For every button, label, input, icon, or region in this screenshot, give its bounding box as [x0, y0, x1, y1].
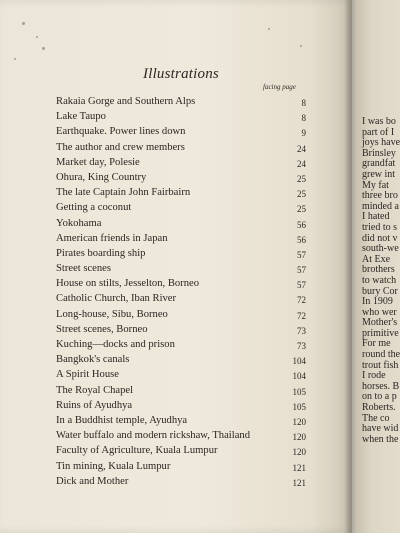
- illustration-page-number: 120: [292, 447, 306, 458]
- illustration-page-number: 8: [301, 98, 306, 108]
- illustration-caption: Tin mining, Kuala Lumpur: [56, 460, 171, 472]
- illustration-entry: [56, 338, 306, 353]
- illustration-caption: Getting a coconut: [56, 202, 132, 214]
- illustration-page-number: 104: [292, 371, 306, 382]
- illustrations-list: [56, 95, 306, 490]
- illustration-caption: In a Buddhist temple, Ayudhya: [56, 414, 188, 426]
- facing-page-line: horses. B: [362, 380, 400, 392]
- facing-page-line: to watch: [362, 274, 397, 286]
- facing-page-line: Mother's: [362, 317, 398, 329]
- illustration-entry: [56, 95, 306, 110]
- illustration-caption: Bangkok's canals: [56, 354, 130, 366]
- illustration-caption: Street scenes, Borneo: [56, 323, 148, 335]
- illustration-entry: [56, 292, 306, 307]
- illustration-caption: The late Captain John Fairbairn: [56, 187, 191, 199]
- illustration-page-number: 57: [297, 249, 306, 260]
- facing-page-line: For me: [362, 338, 391, 350]
- illustration-entry: [56, 368, 306, 383]
- facing-page-line: In 1909: [362, 296, 393, 308]
- facing-page-line: grew int: [362, 168, 396, 180]
- illustration-page-number: 25: [297, 189, 306, 200]
- paper-speck: [36, 36, 38, 38]
- illustration-page-number: 73: [297, 341, 306, 351]
- illustration-caption: The author and crew members: [56, 141, 185, 153]
- illustration-caption: Water buffalo and modern rickshaw, Thailand: [56, 430, 250, 442]
- illustration-page-number: 105: [292, 386, 306, 397]
- illustration-caption: Rakaia Gorge and Southern Alps: [56, 96, 196, 107]
- illustration-page-number: 121: [292, 462, 306, 473]
- illustration-page-number: 56: [297, 219, 306, 230]
- illustration-entry: [56, 247, 306, 262]
- illustration-entry: [56, 475, 306, 490]
- illustration-caption: Ohura, King Country: [56, 171, 147, 183]
- illustration-entry: [56, 125, 306, 140]
- illustration-entry: [56, 460, 306, 475]
- facing-page-line: The co: [362, 412, 390, 424]
- illustration-entry: [56, 232, 306, 247]
- facing-page-line: trout fish: [362, 359, 399, 371]
- facing-page-line: have wid: [362, 423, 399, 435]
- illustration-caption: Earthquake. Power lines down: [56, 126, 186, 138]
- facing-page-line: I rode: [362, 370, 386, 382]
- illustration-page-number: 57: [297, 265, 306, 276]
- facing-page-line: Roberts.: [362, 402, 396, 414]
- illustration-page-number: 9: [301, 128, 306, 139]
- page-title: Illustrations: [143, 66, 219, 82]
- illustration-caption: Kuching—docks and prison: [56, 339, 175, 350]
- illustration-caption: House on stilts, Jesselton, Borneo: [56, 278, 200, 290]
- facing-page-line: At Exe: [362, 253, 391, 265]
- illustration-caption: Ruins of Ayudhya: [56, 399, 133, 411]
- illustration-caption: Market day, Polesie: [56, 156, 140, 168]
- illustration-page-number: 57: [297, 280, 306, 291]
- facing-page-line: who wer: [362, 306, 397, 318]
- illustration-entry: [56, 308, 306, 323]
- facing-page-line: I hated: [362, 211, 390, 223]
- facing-page-line: My fat: [362, 179, 389, 191]
- facing-page-line: Brinsley: [362, 147, 396, 159]
- illustration-entry: [56, 353, 306, 368]
- right-page: [356, 0, 400, 533]
- facing-page-line: when the: [362, 433, 399, 445]
- illustration-entry: [56, 414, 306, 429]
- illustration-entry: [56, 201, 306, 216]
- facing-page-line: minded a: [362, 200, 399, 212]
- facing-page-line: primitive: [362, 327, 399, 339]
- facing-page-line: bury Cor: [362, 285, 398, 297]
- illustration-caption: Catholic Church, Iban River: [56, 293, 177, 305]
- illustration-entry: [56, 444, 306, 459]
- illustration-page-number: 25: [297, 204, 306, 215]
- illustration-page-number: 56: [297, 234, 306, 245]
- paper-speck: [42, 47, 45, 50]
- illustration-page-number: 105: [292, 401, 306, 412]
- illustration-entry: [56, 186, 306, 201]
- facing-page-line: I was bo: [362, 116, 396, 127]
- facing-page-line: on to a p: [362, 391, 397, 403]
- facing-page-line: tried to s: [362, 221, 397, 233]
- facing-page-line: joys have: [362, 137, 400, 149]
- illustration-entry: [56, 262, 306, 277]
- paper-speck: [300, 45, 302, 47]
- illustration-caption: Pirates boarding ship: [56, 247, 146, 259]
- illustration-page-number: 120: [292, 416, 306, 427]
- illustration-caption: Lake Taupo: [56, 111, 106, 123]
- illustration-page-number: 72: [297, 295, 306, 306]
- illustration-page-number: 73: [297, 325, 306, 336]
- facing-page-line: south-we: [362, 243, 399, 255]
- illustration-page-number: 24: [297, 158, 306, 169]
- illustration-caption: Long-house, Sibu, Borneo: [56, 308, 168, 320]
- illustration-caption: Dick and Mother: [56, 475, 129, 487]
- facing-page-line: brothers: [362, 264, 395, 276]
- illustration-entry: [56, 399, 306, 414]
- illustration-caption: Yokohama: [56, 217, 102, 229]
- facing-page-header: facing page: [263, 83, 296, 91]
- illustration-page-number: 8: [301, 113, 306, 124]
- illustration-page-number: 121: [292, 477, 306, 488]
- facing-page-line: grandfat: [362, 158, 396, 170]
- facing-page-text: [362, 117, 400, 445]
- facing-page-line: round the: [362, 349, 400, 361]
- facing-page-line: three bro: [362, 190, 398, 202]
- paper-speck: [22, 22, 25, 25]
- illustration-page-number: 25: [297, 173, 306, 184]
- illustration-caption: A Spirit House: [56, 369, 119, 381]
- illustration-entry: [56, 323, 306, 338]
- paper-speck: [14, 58, 16, 60]
- illustration-entry: [56, 429, 306, 444]
- illustration-entry: [56, 110, 306, 125]
- illustration-caption: Faculty of Agriculture, Kuala Lumpur: [56, 445, 218, 457]
- illustration-page-number: 72: [297, 310, 306, 321]
- illustration-caption: American friends in Japan: [56, 232, 168, 244]
- illustration-entry: [56, 156, 306, 171]
- illustration-entry: [56, 277, 306, 292]
- illustration-caption: Street scenes: [56, 263, 112, 275]
- illustration-caption: The Royal Chapel: [56, 384, 134, 396]
- illustration-entry: [56, 171, 306, 186]
- paper-speck: [268, 28, 270, 30]
- illustration-entry: [56, 217, 306, 232]
- illustration-page-number: 120: [292, 432, 306, 443]
- illustration-page-number: 24: [297, 143, 306, 154]
- facing-page-line: did not v: [362, 232, 398, 244]
- illustration-entry: [56, 141, 306, 156]
- illustration-page-number: 104: [292, 356, 306, 367]
- illustration-entry: [56, 384, 306, 399]
- facing-page-line: part of I: [362, 126, 395, 138]
